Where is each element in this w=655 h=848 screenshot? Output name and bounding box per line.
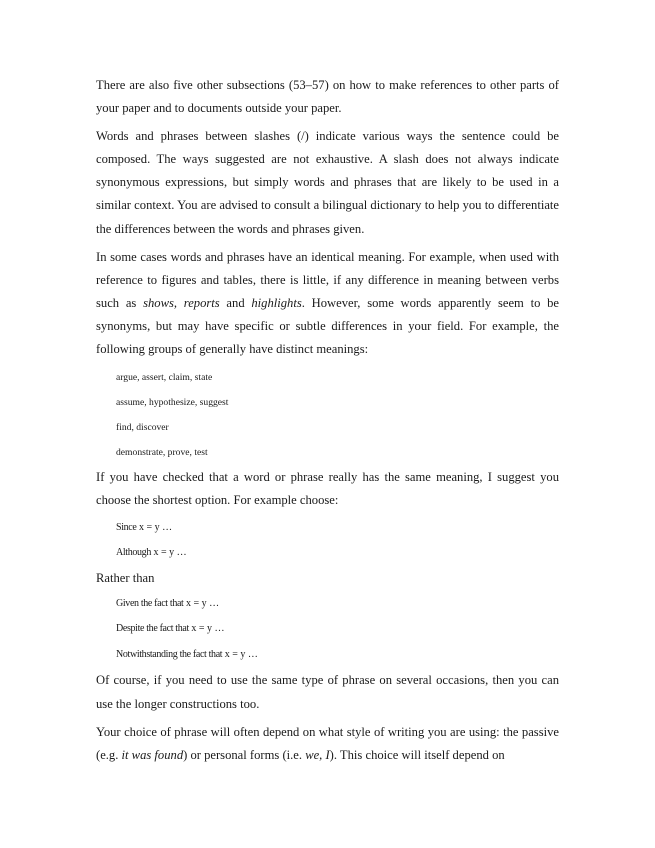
paragraph-identical-meaning: [96, 246, 559, 361]
example-math: x = y …: [183, 597, 220, 609]
emphasis-passive: it was found: [121, 747, 184, 762]
long-example-list: [116, 591, 559, 668]
word-group-list: [116, 366, 559, 465]
short-example-list: [116, 515, 559, 566]
text-segment: ) or personal forms (i.e.: [183, 747, 306, 762]
example-item: [116, 642, 559, 668]
paragraph-shortest-option: If you have checked that a word or phrase really has the same meaning, I suggest you choose the shortest option. For example choose:: [96, 470, 559, 508]
example-item: [116, 540, 559, 566]
example-phrase: Despite the fact that: [116, 623, 189, 635]
word-group-item: argue, assert, claim, state: [116, 372, 213, 384]
example-phrase: Notwithstanding the fact that: [116, 648, 223, 660]
example-math: x = y …: [222, 648, 258, 660]
paragraph-longer-constructions: Of course, if you need to use the same type of phrase on several occasions, then you can use the longer constructions too.: [96, 673, 559, 711]
word-group-item: assume, hypothesize, suggest: [116, 396, 229, 408]
rather-than-label: Rather than: [96, 570, 155, 585]
example-math: x = y …: [150, 547, 187, 559]
document-page: [96, 74, 559, 767]
example-math: x = y …: [188, 623, 225, 635]
text-segment: In some cases words and phrases have an identical meaning. For example, when used with reference to figures and tables, there is little, if any difference in meaning between verbs such as: [96, 249, 559, 310]
example-phrase: Given the fact that: [116, 597, 184, 609]
text-segment: . However, some words apparently seem to be synonyms, but may have specific or subtle differences in your field. For example, the following groups of generally have distinct meanings:: [96, 295, 560, 357]
word-group-item: find, discover: [116, 421, 169, 433]
paragraph-slashes: Words and phrases between slashes (/) indicate various ways the sentence could be composed. The ways suggested are not exhaustive. A slash does not always indicate synonymous expressions, but simply words and phrases that are likely to be used in a similar context. You are advised to consult a bilingual dictionary to help you to differentiate the differences between the words and phrases given.: [96, 129, 559, 236]
example-item: [116, 616, 559, 642]
emphasis-highlights: highlights: [251, 295, 302, 310]
example-math: x = y …: [136, 521, 173, 533]
emphasis-personal: we, I: [305, 747, 330, 762]
word-group-item: demonstrate, prove, test: [116, 446, 208, 458]
text-segment: and: [219, 295, 252, 310]
text-segment: Your choice of phrase will often depend on what style of writing you are using: the passive (e.g.: [96, 724, 559, 762]
emphasis-verbs: shows, reports: [143, 295, 220, 310]
paragraph-subsections: There are also five other subsections (53–57) on how to make references to other parts of your paper and to documents outside your paper.: [96, 78, 559, 116]
example-item: [116, 515, 559, 541]
example-phrase: Although: [116, 547, 151, 559]
paragraph-writing-style: [96, 721, 559, 767]
example-item: [116, 591, 559, 617]
example-phrase: Since: [116, 521, 137, 533]
text-segment: ). This choice will itself depend on: [329, 747, 505, 762]
